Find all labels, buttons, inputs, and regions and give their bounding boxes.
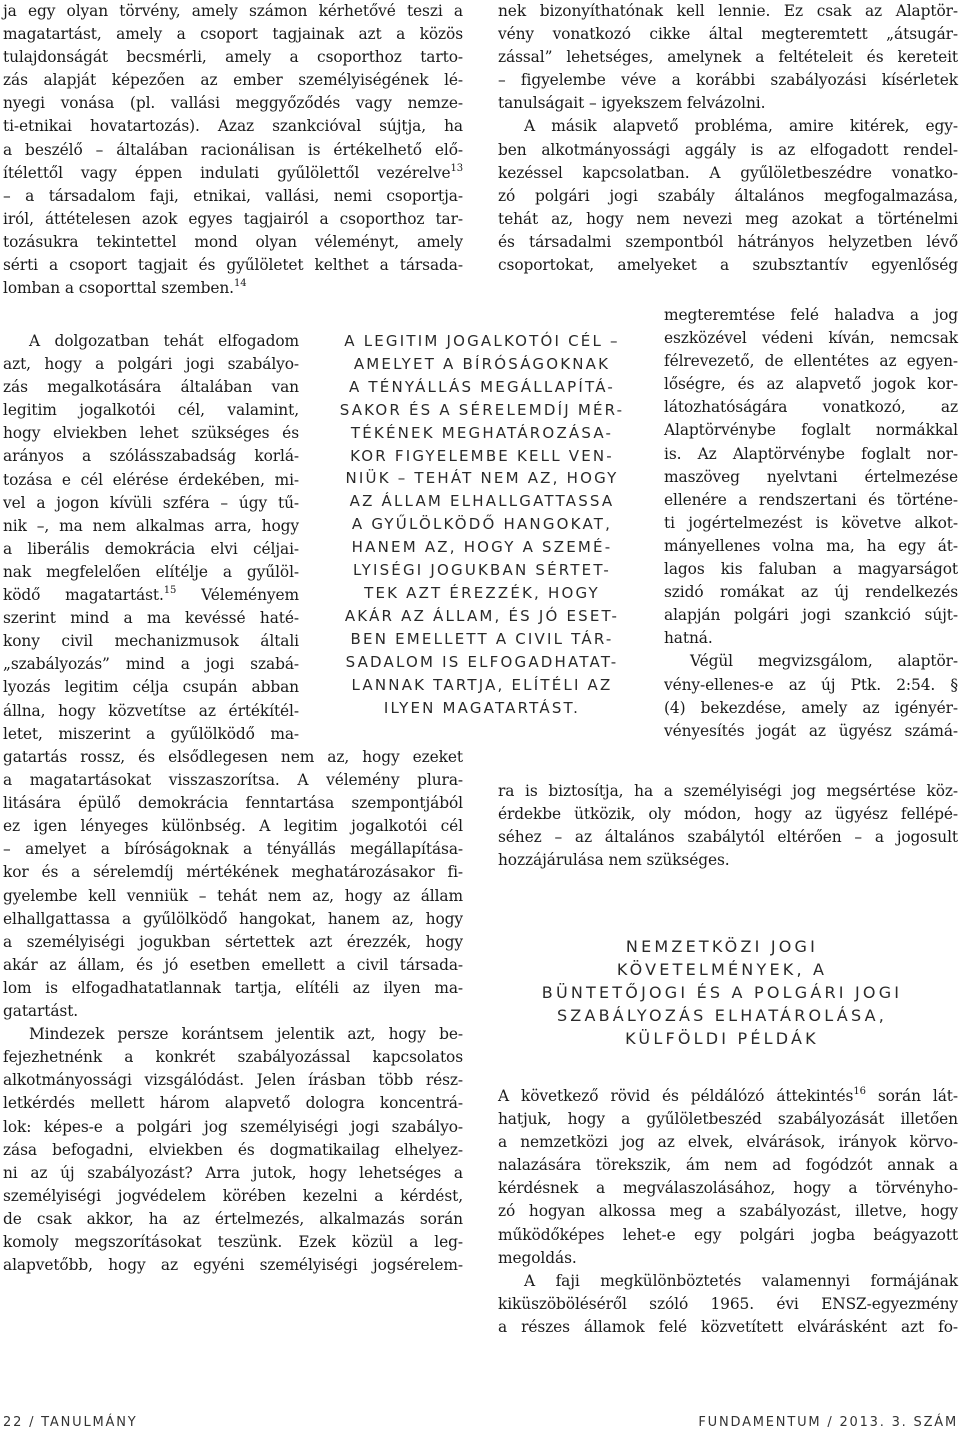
text-line: vény-ellenes-e az új Ptk. 2:54. § xyxy=(664,675,958,694)
text-line: tozása e cél elérése érdekében, mi- xyxy=(3,470,299,489)
text-line: nalazására törekszik, ám nem ad fogódzót annak a xyxy=(498,1156,958,1175)
text-line: szerint mind a ma kevéssé haté- xyxy=(3,609,299,628)
left-column-top xyxy=(3,0,463,300)
text-line: kor és a sérelemdíj mértékének meghatározásakor fi- xyxy=(3,863,463,882)
text-line: ra is biztosítja, ha a személyiségi jog megsértése köz- xyxy=(498,782,958,800)
section-heading-line: BÜNTETŐJOGI ÉS A POLGÁRI JOGI xyxy=(541,983,903,1002)
text-line: is. Az Alaptörvénybe foglalt nor- xyxy=(664,444,958,463)
pull-quote-line: NIÜK – TEHÁT NEM AZ, HOGY xyxy=(345,469,619,488)
text-line: – amelyet a bíróságoknak a tényállás megállapítása- xyxy=(3,840,463,859)
text-line: Alaptörvénybe foglalt normákkal xyxy=(664,421,958,440)
left-column-bottom xyxy=(3,746,463,1277)
text-line: – a társadalom faji, etnikai, vallási, nemi csoportja- xyxy=(3,186,463,205)
text-line: nek bizonyíthatónak kell lennie. Ez csak az Alaptör- xyxy=(498,2,958,20)
text-line: zás alapját képezően az ember személyiségének lé- xyxy=(3,71,463,90)
text-line: alkotmányossági vizsgálódást. Jelen írásban több rész- xyxy=(3,1071,463,1090)
text-line: állna, hogy közvetítse az értékítél- xyxy=(3,701,299,720)
text-line: működőképes lehet-e egy polgári jogba beágyazott xyxy=(498,1225,958,1244)
text-line: vényesítés jogát az ügyész számá- xyxy=(664,721,958,740)
section-heading xyxy=(484,935,960,1050)
text-line: azt, hogy a polgári jogi szabályo- xyxy=(3,355,299,374)
section-heading-line: KÜLFÖLDI PÉLDÁK xyxy=(625,1029,819,1048)
pull-quote-line: AMELYET A BÍRÓSÁGOKNAK xyxy=(353,354,611,373)
text-line: látozhatóságára vonatkozó, az xyxy=(664,398,958,417)
text-line: zás megalkotására általában van xyxy=(3,378,299,397)
text-line: lyozás legitim célja csupán abban xyxy=(3,678,299,697)
section-heading-line: KÖVETELMÉNYEK, A xyxy=(616,960,828,979)
footnote-ref-13: 13 xyxy=(450,162,463,174)
text-line: ti jogértelmezést is követve alkot- xyxy=(664,513,958,532)
text-line: lom is elfogadhatatlannak tartja, elítéli az ilyen ma- xyxy=(3,978,463,997)
right-column-bottom xyxy=(498,1085,958,1339)
text-line: alapvetőbb, hogy az egyéni személyiségi jogsérelem- xyxy=(3,1256,463,1275)
text-line: hatjuk, hogy a gyűlöletbeszéd szabályozását illetően xyxy=(498,1110,958,1129)
text-line: komoly megszorításokat teszünk. Ezek közül a leg- xyxy=(3,1232,463,1251)
text-line: személyiségi jogvédelem körében kezelni a kérdést, xyxy=(3,1186,463,1205)
text-line: elhallgattassa a gyűlölködő hangokat, hanem az, hogy xyxy=(3,909,463,928)
text-line: ben alkotmányossági aggály is az elfogadott rendel- xyxy=(498,140,958,159)
text-line: félrevezető, de ellentétes az egyen- xyxy=(664,352,958,371)
text-line: magatartást, amely a csoport tagjainak azt a közös xyxy=(3,25,463,44)
text-line: kony civil mechanizmusok általi xyxy=(3,632,299,651)
text-line: szidó romákat az új rendelkezés xyxy=(664,583,958,602)
text-line: megteremtése felé haladva a jog xyxy=(664,306,958,324)
text-line: a részes államok felé közvetített elvárásként azt fo- xyxy=(498,1317,958,1336)
text-line: Mindezek persze korántsem jelentik azt, hogy be- xyxy=(29,1025,463,1044)
pull-quote-line: A GYŰLÖLKÖDŐ HANGOKAT, xyxy=(351,515,613,534)
pull-quote-line: BEN EMELLETT A CIVIL TÁR- xyxy=(350,629,614,648)
text-line: Végül megvizsgálom, alaptör- xyxy=(690,652,958,671)
text-line: csoportokat, amelyeket a szubsztantív egyenlőség xyxy=(498,256,958,275)
pull-quote-line: AZ ÁLLAM ELHALLGATTASSA xyxy=(349,492,615,511)
text-line: gatartás rossz, és elsődlegesen nem az, hogy ezeket xyxy=(3,748,463,766)
section-heading-line: SZABÁLYOZÁS ELHATÁROLÁSA, xyxy=(556,1006,888,1025)
text-line: sérti a csoport tagjait és gyűlöletet kelthet a társada- xyxy=(3,256,463,275)
text-line: iról, áttételesen azok egyes tagjairól a csoporthoz tar- xyxy=(3,209,463,228)
text-line: érdekbe ütközik, oly módon, hogy az ügyész fellépé- xyxy=(498,805,958,824)
text-line xyxy=(3,162,463,185)
text-line: kérdésnek a megválaszolásához, hogy a törvényho- xyxy=(498,1179,958,1198)
text-line: lok: képes-e a polgári jog személyiségi jogi szabályo- xyxy=(3,1117,463,1136)
text-line: ellenére a rendszertani és történe- xyxy=(664,490,958,509)
text-line: séhez – az általános szabálytól eltérően – a jogosult xyxy=(498,828,958,847)
text-line: letet, miszerint a gyűlölködő ma- xyxy=(3,724,299,743)
text-segment: Véleményem xyxy=(176,586,299,605)
text-line: lőségre, és az alapvető jogok kor- xyxy=(664,375,958,394)
text-line: kezéssel kapcsolatban. A gyűlöletbeszédre vonatko- xyxy=(498,163,958,182)
pull-quote-line: KOR FIGYELEMBE KELL VEN- xyxy=(350,446,614,465)
text-line: tulajdonságát becsmérli, amely a csoporthoz tarto- xyxy=(3,48,463,67)
text-line: akár az állam, és jó esetben emellett a civil társada- xyxy=(3,955,463,974)
text-line: de csak akkor, ha az értelmezés, alkalmazás során xyxy=(3,1209,463,1228)
pull-quote-line: TEK AZT ÉREZZÉK, HOGY xyxy=(364,583,600,602)
right-column-narrow xyxy=(664,304,958,743)
text-segment: ködő magatartást. xyxy=(3,586,164,605)
text-line: lagos kis faluban a magyarságot xyxy=(664,560,958,579)
text-line: a beszélő – általában racionálisan is értékelhető elő- xyxy=(3,140,463,159)
text-line: tehát az, hogy nem nevezi meg azokat a történelmi xyxy=(498,209,958,228)
pull-quote-line: A LEGITIM JOGALKOTÓI CÉL – xyxy=(344,332,620,350)
text-line: zással” lehetséges, amelynek a feltételeit és kereteit xyxy=(498,48,958,67)
text-line: hatná. xyxy=(664,629,713,648)
text-line: kiküszöböléséről szóló 1965. évi ENSZ-egyezmény xyxy=(498,1294,958,1313)
text-line: arányos a szólásszabadság korlá- xyxy=(3,447,299,466)
text-line: és társadalmi szempontból hátrányos helyzetben lévő xyxy=(498,232,958,251)
text-line: letkérdés mellett három alapvető dologra koncentrá- xyxy=(3,1094,463,1113)
pull-quote-line: ILYEN MAGATARTÁST. xyxy=(383,698,581,717)
text-line: – figyelembe véve a korábbi szabályozási kísérletek xyxy=(498,71,958,90)
text-line: zása befogadni, elviekben és dogmatikailag elhelyez- xyxy=(3,1140,463,1159)
text-segment: ítélettől vagy éppen indulati gyűlölettől vezérelve xyxy=(3,163,451,182)
text-line: vény vonatkozó cikke által megteremtett „átsugár- xyxy=(498,25,958,44)
text-line: A másik alapvető probléma, amire kitérek, egy- xyxy=(524,117,958,136)
text-line: megoldás. xyxy=(498,1248,577,1267)
text-line: ti-etnikai hovatartozás). Azaz szankcióval sújtja, ha xyxy=(3,117,463,136)
text-line: a nemzetközi jog az elvek, elvárások, irányok körvo- xyxy=(498,1133,958,1152)
pull-quote-line: AKÁR AZ ÁLLAM, ÉS JÓ ESET- xyxy=(344,606,620,625)
text-line: alapján polgári jogi szankció sújt- xyxy=(664,606,958,625)
right-column-middle xyxy=(498,780,958,872)
text-line: ez igen lényeges különbség. A legitim jogalkotói cél xyxy=(3,817,463,836)
text-line: a személyiségi jogukban sértettek azt érezzék, hogy xyxy=(3,932,463,951)
text-line: legitim jogalkotói cél, valamint, xyxy=(3,401,299,420)
text-line: nyegi vonása (pl. vallási meggyőződés vagy nemze- xyxy=(3,94,463,113)
pull-quote-line: HANEM AZ, HOGY A SZEMÉ- xyxy=(351,538,613,557)
pull-quote-line: SAKOR ÉS A SÉRELEMDÍJ MÉR- xyxy=(339,400,625,419)
text-line xyxy=(3,584,299,607)
text-line: hogy elviekben lehet szükséges és xyxy=(3,424,299,443)
footer-section-label: 22 / TANULMÁNY xyxy=(3,1415,138,1430)
text-line: zó hogyan alkossa meg a szabályozást, illetve, hogy xyxy=(498,1202,958,1221)
footer-journal-label: FUNDAMENTUM / 2013. 3. SZÁM xyxy=(698,1415,958,1430)
pull-quote xyxy=(318,330,646,719)
text-line: mányellenes volna ma, ha egy át- xyxy=(664,536,958,555)
pull-quote-line: LANNAK TARTJA, ELÍTÉLI AZ xyxy=(351,675,613,694)
text-line: vel a jogon kívüli szféra – úgy tű- xyxy=(3,493,299,512)
text-line: eszközével védeni kíván, nemcsak xyxy=(664,329,958,348)
right-column-top xyxy=(498,0,958,277)
text-line: fejezhetnénk a konkrét szabályozással kapcsolatos xyxy=(3,1048,463,1067)
text-line: zó polgári jogi szabály általános megfogalmazása, xyxy=(498,186,958,205)
text-line: A faji megkülönböztetés valamennyi formájának xyxy=(524,1271,958,1290)
text-line: ni az új szabályozást? Arra jutok, hogy lehetséges a xyxy=(3,1163,463,1182)
footnote-ref-14: 14 xyxy=(233,278,247,289)
text-segment: A következő rövid és példálózó áttekintés xyxy=(498,1087,854,1105)
text-segment: lomban a csoporttal szemben. xyxy=(3,279,234,298)
footnote-ref-15: 15 xyxy=(163,584,177,596)
text-line: litására épülő demokrácia fenntartása szempontjából xyxy=(3,794,463,813)
footnote-ref-16: 16 xyxy=(853,1085,866,1097)
text-line: A dolgozatban tehát elfogadom xyxy=(29,332,299,350)
text-line xyxy=(498,1085,958,1108)
text-line: maszöveg nyelvtani értelmezése xyxy=(664,467,958,486)
text-line: nik –, ma nem alkalmas arra, hogy xyxy=(3,516,299,535)
text-line: tozásukra tekintettel mond olyan véleményt, amely xyxy=(3,232,463,251)
pull-quote-line: LYISÉGI JOGUKBAN SÉRTET- xyxy=(353,561,611,580)
text-line: a liberális demokrácia elvi céljai- xyxy=(3,539,299,558)
pull-quote-line: SADALOM IS ELFOGADHATAT- xyxy=(345,652,619,671)
text-line: gatartást. xyxy=(3,1002,79,1021)
text-segment: során lát- xyxy=(865,1087,958,1105)
left-column-narrow xyxy=(3,330,299,746)
text-line: tanulságait – igyekszem felvázolni. xyxy=(498,94,766,113)
text-line: gyelembe kell venniük – tehát nem az, hogy az állam xyxy=(3,886,463,905)
pull-quote-line: TÉKÉNEK MEGHATÁROZÁSA- xyxy=(350,423,614,442)
section-heading-line: NEMZETKÖZI JOGI xyxy=(625,937,819,956)
pull-quote-line: A TÉNYÁLLÁS MEGÁLLAPÍTÁ- xyxy=(349,377,615,396)
text-line: a magatartásokat visszaszorítsa. A vélemény plura- xyxy=(3,771,463,790)
text-line: „szabályozás” mind a jogi szabá- xyxy=(3,655,299,674)
text-line: (4) bekezdése, amely az igényér- xyxy=(664,698,958,717)
text-line: ja egy olyan törvény, amely számon kérhetővé teszi a xyxy=(3,2,463,20)
text-line xyxy=(3,277,463,300)
text-line: hozzájárulása nem szükséges. xyxy=(498,851,730,870)
text-line: nak megfelelően elítélje a gyűlöl- xyxy=(3,562,299,581)
